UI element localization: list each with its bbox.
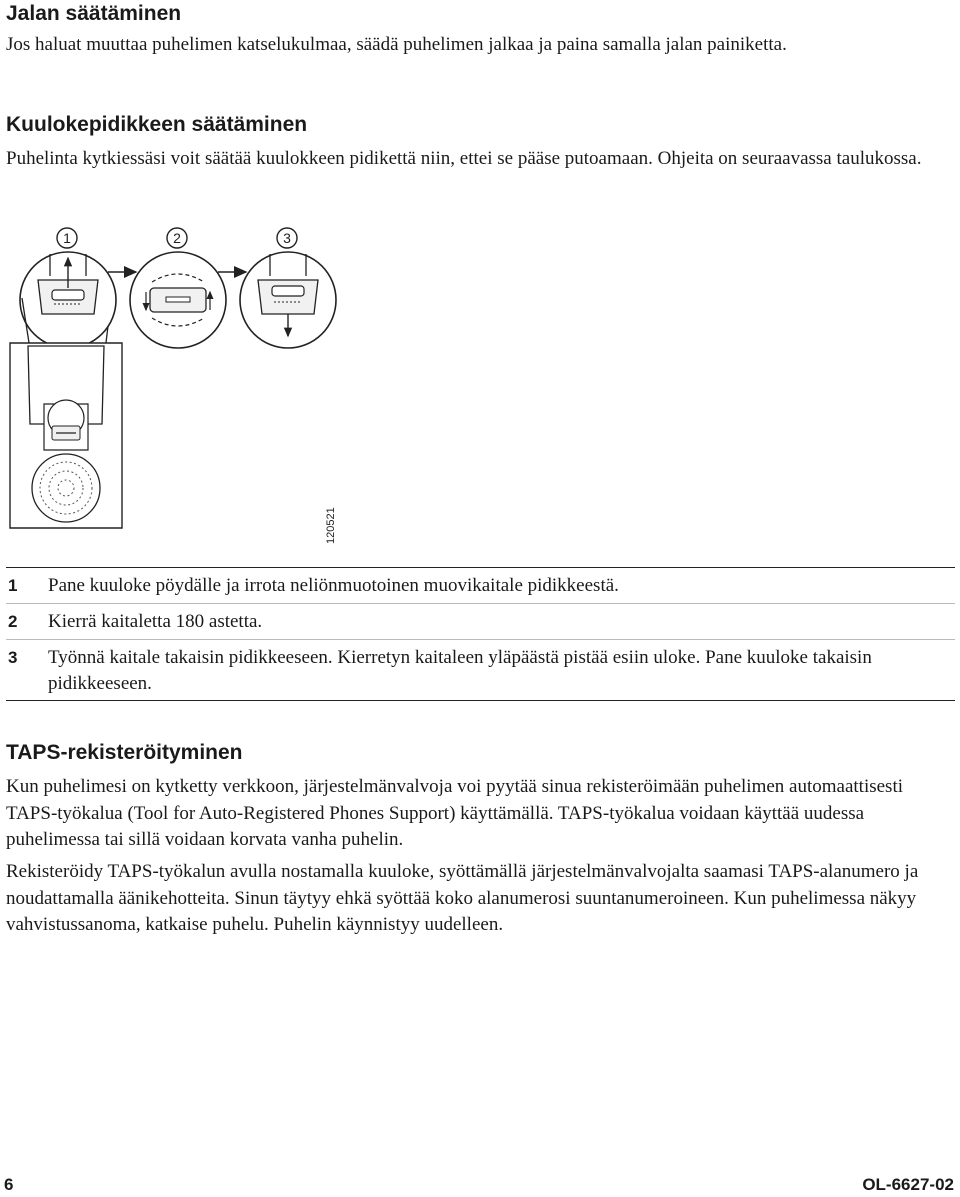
step-1-detail <box>20 252 116 348</box>
figure-steps-table <box>6 567 955 701</box>
section-body-taps-1: Kun puhelimesi on kytketty verkkoon, järjestelmänvalvoja voi pyytää sinua rekisteröimään puhelimen automaattisesti TAPS-työkalua (Tool for Auto-Registered Phones Support) käyttämällä. TAPS-työkalua voidaan käyttää uudessa puhelimessa tai sillä voidaan korvata vanha puhelin. <box>6 776 903 850</box>
table-row <box>6 604 955 640</box>
document-id: OL-6627-02 <box>862 1175 954 1194</box>
step-text: Työnnä kaitale takaisin pidikkeeseen. Kierretyn kaitaleen yläpäästä pistää esiin uloke. Pane kuuloke takaisin pidikkeeseen. <box>48 647 872 694</box>
svg-text:1: 1 <box>63 230 71 246</box>
step-2-detail <box>130 252 226 348</box>
svg-text:3: 3 <box>283 230 291 246</box>
phone-base-illustration <box>10 343 122 528</box>
step-text: Pane kuuloke pöydälle ja irrota neliönmuotoinen muovikaitale pidikkeestä. <box>48 575 619 596</box>
section-heading-foot-adjust: Jalan säätäminen <box>6 2 182 25</box>
section-body-hookswitch: Puhelinta kytkiessäsi voit säätää kuulokkeen pidikettä niin, ettei se pääse putoamaan. Ohjeita on seuraavassa taulukossa. <box>6 148 922 169</box>
svg-text:2: 2 <box>173 230 181 246</box>
step-number: 2 <box>8 612 18 631</box>
table-row <box>6 640 955 700</box>
page-number: 6 <box>4 1175 14 1194</box>
table-row <box>6 568 955 604</box>
callout-2 <box>167 228 187 248</box>
handset-clip-illustration <box>0 218 360 558</box>
section-body-taps-2: Rekisteröidy TAPS-työkalun avulla nostamalla kuuloke, syöttämällä järjestelmänvalvojalta saamasi TAPS-alanumero ja noudattamalla äänikehotteita. Sinun täytyy ehkä syöttää koko alanumerosi suuntanumeroineen. Kun puhelimessa näkyy vahvistussanoma, katkaise puhelu. Puhelin käynnistyy uudelleen. <box>6 861 919 935</box>
section-body-foot-adjust: Jos haluat muuttaa puhelimen katselukulmaa, säädä puhelimen jalkaa ja paina samalla jalan painiketta. <box>6 34 787 55</box>
section-heading-hookswitch: Kuulokepidikkeen säätäminen <box>6 113 308 136</box>
step-number: 1 <box>8 576 18 595</box>
step-number: 3 <box>8 648 18 667</box>
callout-1 <box>57 228 77 248</box>
figure-id-label: 120521 <box>325 507 337 544</box>
section-heading-taps: TAPS-rekisteröityminen <box>6 741 243 764</box>
callout-3 <box>277 228 297 248</box>
step-text: Kierrä kaitaletta 180 astetta. <box>48 611 263 632</box>
step-3-detail <box>240 252 336 348</box>
